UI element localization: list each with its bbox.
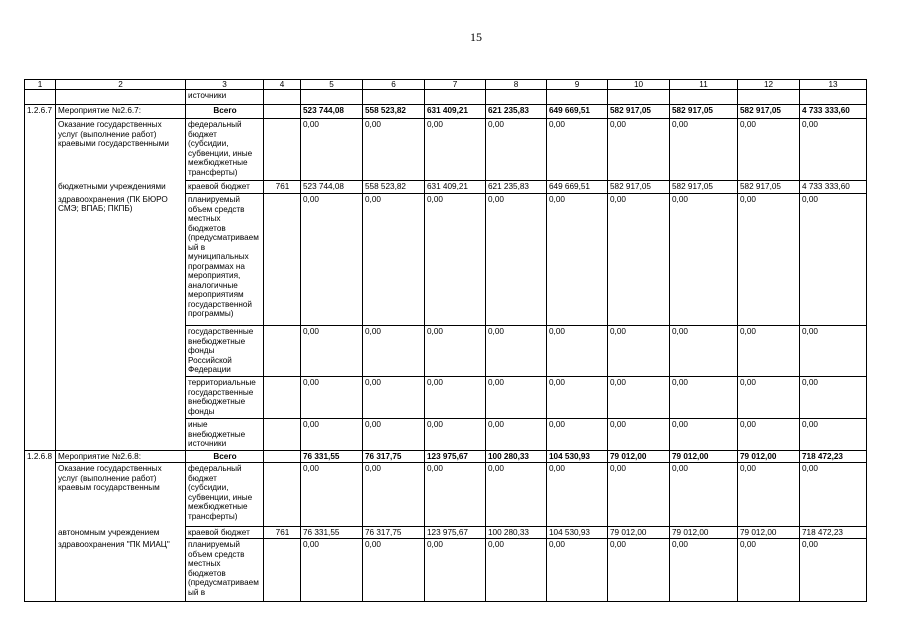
value-cell: 0,00 <box>670 419 738 451</box>
value-cell: 0,00 <box>486 419 547 451</box>
empty-cell <box>25 90 56 105</box>
funding-source: территориальные государственные внебюджетные фонды <box>186 377 264 419</box>
header-cell-10: 10 <box>608 80 670 90</box>
measure-code: 1.2.6.7 <box>25 105 56 451</box>
measure-code: 1.2.6.8 <box>25 451 56 602</box>
measure-description: автономным учреждением <box>56 527 186 539</box>
measure-total-row <box>25 105 867 119</box>
value-cell: 0,00 <box>425 419 486 451</box>
value-cell: 0,00 <box>800 119 867 181</box>
total-value: 79 012,00 <box>738 451 800 463</box>
value-cell: 0,00 <box>608 419 670 451</box>
budget-code-cell <box>264 539 301 602</box>
budget-code-cell <box>264 377 301 419</box>
empty-cell <box>670 90 738 105</box>
value-cell: 0,00 <box>301 377 363 419</box>
value-cell: 0,00 <box>608 377 670 419</box>
total-value: 123 975,67 <box>425 451 486 463</box>
funding-source: источники <box>186 90 264 105</box>
value-cell: 0,00 <box>738 119 800 181</box>
value-cell: 0,00 <box>486 539 547 602</box>
value-cell: 0,00 <box>800 377 867 419</box>
measure-title: Мероприятие №2.6.8: <box>56 451 186 463</box>
value-cell: 0,00 <box>800 326 867 377</box>
value-cell: 0,00 <box>486 463 547 527</box>
value-cell: 4 733 333,60 <box>800 181 867 194</box>
value-cell: 0,00 <box>738 377 800 419</box>
funding-row-other-offbudget <box>25 419 867 451</box>
continuation-row <box>25 90 867 105</box>
empty-cell <box>547 90 608 105</box>
value-cell: 0,00 <box>547 539 608 602</box>
value-cell: 0,00 <box>800 539 867 602</box>
funding-row-regional <box>25 527 867 539</box>
measure-description <box>56 377 186 419</box>
value-cell: 0,00 <box>363 377 425 419</box>
header-cell-11: 11 <box>670 80 738 90</box>
value-cell: 0,00 <box>301 326 363 377</box>
measure-description: Оказание государственных услуг (выполнение работ) краевым государственным <box>56 463 186 527</box>
value-cell: 0,00 <box>425 463 486 527</box>
empty-cell <box>738 90 800 105</box>
budget-code-cell: 761 <box>264 181 301 194</box>
value-cell: 0,00 <box>547 194 608 326</box>
empty-cell <box>56 90 186 105</box>
value-cell: 0,00 <box>425 377 486 419</box>
empty-cell <box>608 90 670 105</box>
budget-code-cell <box>264 119 301 181</box>
funding-source: федеральный бюджет (субсидии, субвенции, иные межбюджетные трансферты) <box>186 119 264 181</box>
value-cell: 0,00 <box>738 419 800 451</box>
value-cell: 0,00 <box>670 326 738 377</box>
value-cell: 523 744,08 <box>301 181 363 194</box>
value-cell: 0,00 <box>425 119 486 181</box>
value-cell: 0,00 <box>301 463 363 527</box>
value-cell: 0,00 <box>486 377 547 419</box>
budget-code-cell <box>264 463 301 527</box>
total-value: 4 733 333,60 <box>800 105 867 119</box>
value-cell: 0,00 <box>608 326 670 377</box>
value-cell: 0,00 <box>608 119 670 181</box>
value-cell: 0,00 <box>301 419 363 451</box>
funding-source: федеральный бюджет (субсидии, субвенции, иные межбюджетные трансферты) <box>186 463 264 527</box>
measure-description: Оказание государственных услуг (выполнение работ) краевыми государственными <box>56 119 186 181</box>
value-cell: 0,00 <box>670 463 738 527</box>
value-cell: 0,00 <box>670 119 738 181</box>
value-cell: 0,00 <box>363 419 425 451</box>
header-cell-12: 12 <box>738 80 800 90</box>
value-cell: 0,00 <box>486 194 547 326</box>
header-cell-6: 6 <box>363 80 425 90</box>
funding-row-municipal <box>25 539 867 602</box>
funding-source: планируемый объем средств местных бюджетов (предусматриваем ый в муниципальных программах на мероприятия, аналогичные мероприятиям государственной программы) <box>186 194 264 326</box>
budget-code-cell <box>264 194 301 326</box>
value-cell: 0,00 <box>363 539 425 602</box>
total-value: 582 917,05 <box>738 105 800 119</box>
measure-description: бюджетными учреждениями <box>56 181 186 194</box>
total-value: 79 012,00 <box>670 451 738 463</box>
budget-code-cell <box>264 326 301 377</box>
value-cell: 621 235,83 <box>486 181 547 194</box>
funding-source: иные внебюджетные источники <box>186 419 264 451</box>
value-cell: 0,00 <box>425 194 486 326</box>
total-value: 582 917,05 <box>670 105 738 119</box>
empty-cell <box>486 90 547 105</box>
total-label: Всего <box>186 105 264 119</box>
header-cell-9: 9 <box>547 80 608 90</box>
total-value: 558 523,82 <box>363 105 425 119</box>
header-cell-1: 1 <box>25 80 56 90</box>
measure-description: здравоохранения (ПК БЮРО СМЭ; ВПАБ; ПКПБ) <box>56 194 186 326</box>
value-cell: 0,00 <box>738 194 800 326</box>
funding-source: планируемый объем средств местных бюджетов (предусматриваем ый в <box>186 539 264 602</box>
value-cell: 0,00 <box>486 326 547 377</box>
value-cell: 0,00 <box>800 194 867 326</box>
total-value: 718 472,23 <box>800 451 867 463</box>
value-cell: 0,00 <box>301 119 363 181</box>
value-cell: 649 669,51 <box>547 181 608 194</box>
value-cell: 0,00 <box>363 194 425 326</box>
header-cell-7: 7 <box>425 80 486 90</box>
value-cell: 0,00 <box>486 119 547 181</box>
value-cell: 0,00 <box>547 377 608 419</box>
budget-table <box>24 79 867 602</box>
value-cell: 718 472,23 <box>800 527 867 539</box>
value-cell: 0,00 <box>547 119 608 181</box>
value-cell: 76 317,75 <box>363 527 425 539</box>
empty-cell <box>425 90 486 105</box>
total-value: 100 280,33 <box>486 451 547 463</box>
value-cell: 631 409,21 <box>425 181 486 194</box>
header-cell-4: 4 <box>264 80 301 90</box>
total-label: Всего <box>186 451 264 463</box>
header-cell-8: 8 <box>486 80 547 90</box>
value-cell: 0,00 <box>425 326 486 377</box>
budget-code-cell: 761 <box>264 527 301 539</box>
value-cell: 0,00 <box>800 419 867 451</box>
value-cell: 0,00 <box>547 326 608 377</box>
value-cell: 0,00 <box>670 539 738 602</box>
header-row <box>25 80 867 90</box>
empty-cell <box>301 90 363 105</box>
value-cell: 0,00 <box>547 463 608 527</box>
value-cell: 0,00 <box>670 194 738 326</box>
measure-description <box>56 419 186 451</box>
value-cell: 0,00 <box>425 539 486 602</box>
empty-cell <box>363 90 425 105</box>
value-cell: 79 012,00 <box>738 527 800 539</box>
value-cell: 0,00 <box>608 194 670 326</box>
value-cell: 558 523,82 <box>363 181 425 194</box>
value-cell: 0,00 <box>800 463 867 527</box>
value-cell: 100 280,33 <box>486 527 547 539</box>
value-cell: 0,00 <box>608 463 670 527</box>
funding-row-municipal <box>25 194 867 326</box>
empty-cell <box>264 90 301 105</box>
measure-total-row <box>25 451 867 463</box>
total-value: 523 744,08 <box>301 105 363 119</box>
funding-source: краевой бюджет <box>186 527 264 539</box>
value-cell: 0,00 <box>738 463 800 527</box>
value-cell: 79 012,00 <box>670 527 738 539</box>
value-cell: 104 530,93 <box>547 527 608 539</box>
budget-code-cell <box>264 105 301 119</box>
budget-code-cell <box>264 451 301 463</box>
value-cell: 582 917,05 <box>670 181 738 194</box>
funding-row-regional <box>25 181 867 194</box>
value-cell: 79 012,00 <box>608 527 670 539</box>
total-value: 649 669,51 <box>547 105 608 119</box>
total-value: 76 331,55 <box>301 451 363 463</box>
value-cell: 0,00 <box>738 326 800 377</box>
value-cell: 0,00 <box>363 326 425 377</box>
total-value: 621 235,83 <box>486 105 547 119</box>
funding-row-federal <box>25 119 867 181</box>
funding-row-territorial-offbudget <box>25 377 867 419</box>
total-value: 104 530,93 <box>547 451 608 463</box>
header-cell-3: 3 <box>186 80 264 90</box>
header-cell-2: 2 <box>56 80 186 90</box>
empty-cell <box>800 90 867 105</box>
funding-source: государственные внебюджетные фонды Российской Федерации <box>186 326 264 377</box>
total-value: 79 012,00 <box>608 451 670 463</box>
page-number: 15 <box>470 30 482 44</box>
header-cell-13: 13 <box>800 80 867 90</box>
value-cell: 0,00 <box>608 539 670 602</box>
value-cell: 582 917,05 <box>738 181 800 194</box>
total-value: 582 917,05 <box>608 105 670 119</box>
funding-source: краевой бюджет <box>186 181 264 194</box>
value-cell: 582 917,05 <box>608 181 670 194</box>
measure-description <box>56 326 186 377</box>
value-cell: 0,00 <box>363 119 425 181</box>
value-cell: 76 331,55 <box>301 527 363 539</box>
measure-title: Мероприятие №2.6.7: <box>56 105 186 119</box>
measure-description: здравоохранения "ПК МИАЦ" <box>56 539 186 602</box>
total-value: 76 317,75 <box>363 451 425 463</box>
total-value: 631 409,21 <box>425 105 486 119</box>
funding-row-state-offbudget <box>25 326 867 377</box>
value-cell: 0,00 <box>301 539 363 602</box>
value-cell: 0,00 <box>363 463 425 527</box>
value-cell: 0,00 <box>547 419 608 451</box>
value-cell: 0,00 <box>738 539 800 602</box>
value-cell: 0,00 <box>670 377 738 419</box>
funding-row-federal <box>25 463 867 527</box>
value-cell: 0,00 <box>301 194 363 326</box>
header-cell-5: 5 <box>301 80 363 90</box>
value-cell: 123 975,67 <box>425 527 486 539</box>
budget-code-cell <box>264 419 301 451</box>
